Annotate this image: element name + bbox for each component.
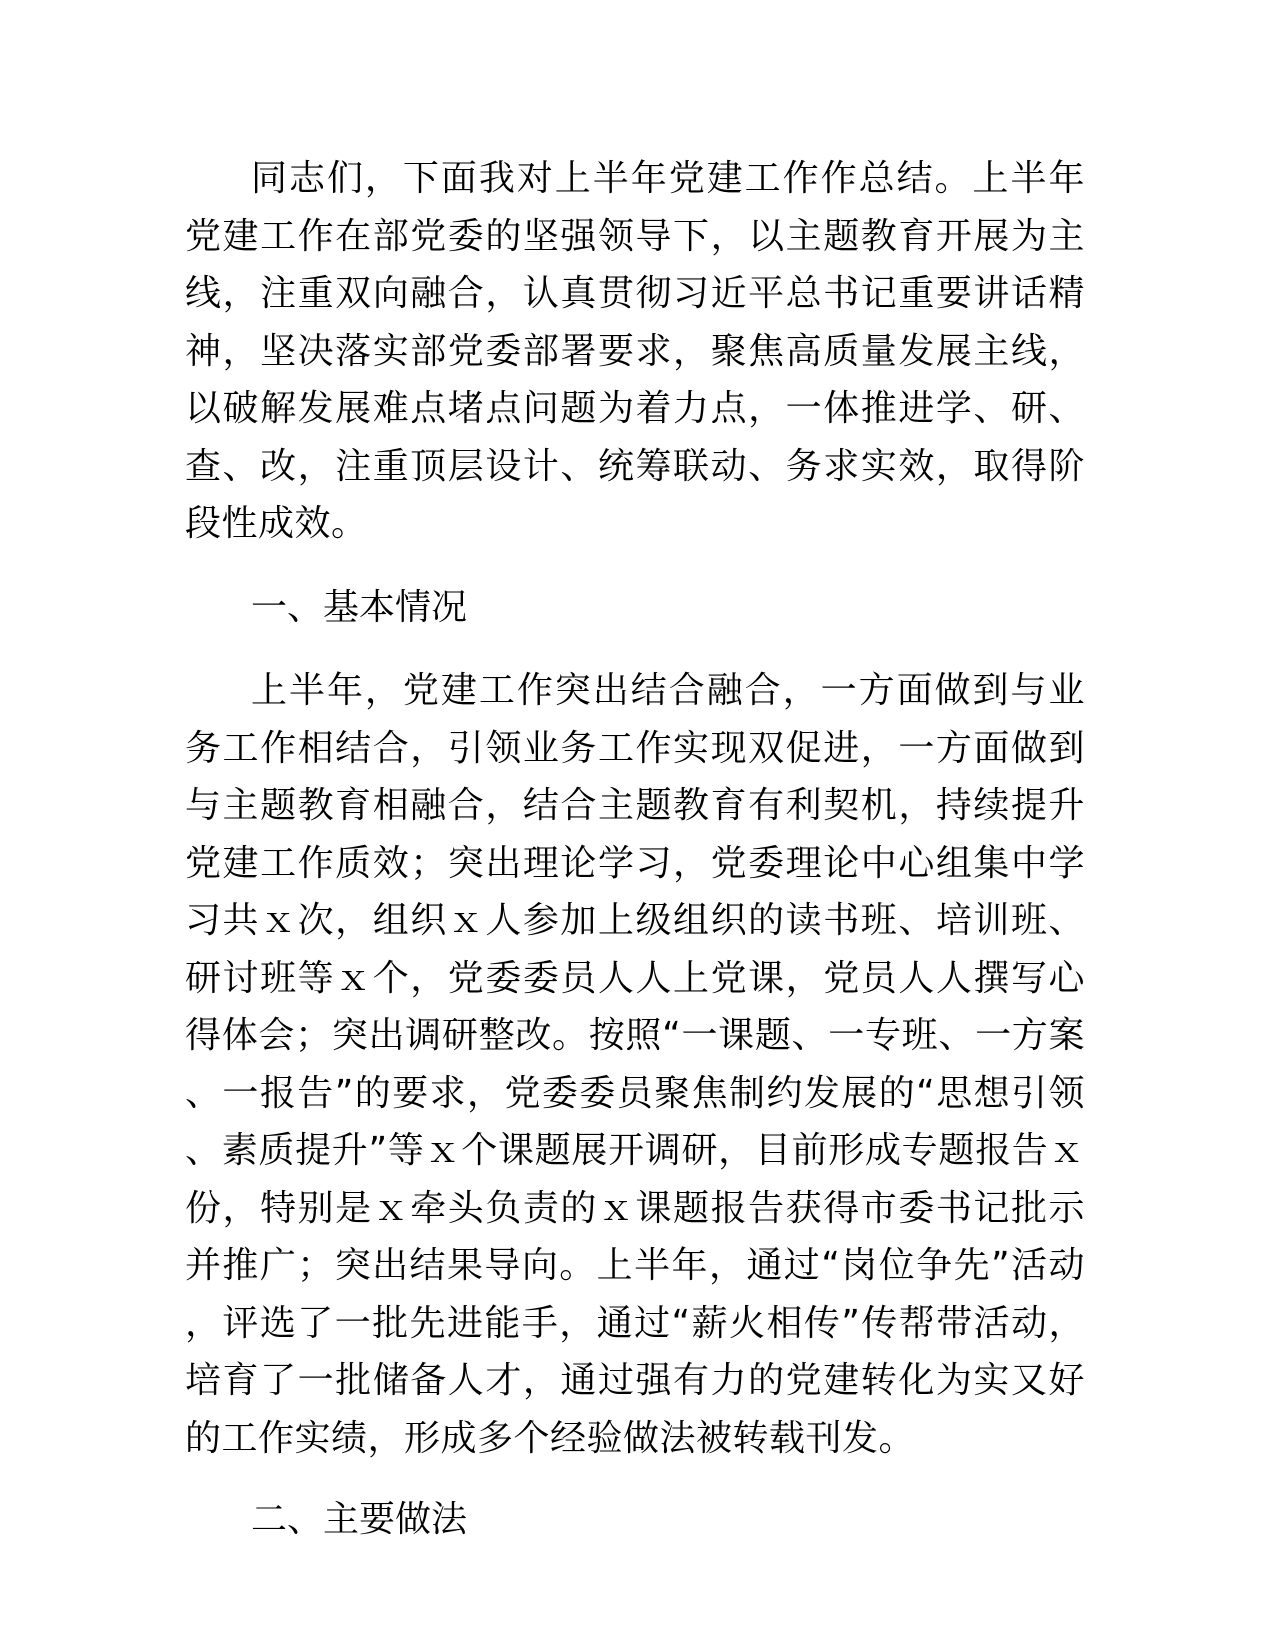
section-heading-basic-situation: 一、基本情况 (251, 586, 468, 628)
intro-paragraph: 同志们，下面我对上半年党建工作作总结。上半年党建工作在部党委的坚强领导下，以主题教育开展为主线，注重双向融合，认真贯彻习近平总书记重要讲话精神，坚决落实部党委部署要求，聚焦高质量发展主线，以破解发展难点堵点问题为着力点，一体推进学、研、查、改，注重顶层设计、统筹联动、务求实效，取得阶段性成效。 (185, 158, 1085, 544)
section-heading-main-practices: 二、主要做法 (251, 1499, 468, 1540)
basic-situation-paragraph: 上半年，党建工作突出结合融合，一方面做到与业务工作相结合，引领业务工作实现双促进，一方面做到与主题教育相融合，结合主题教育有利契机，持续提升党建工作质效；突出理论学习，党委理论中心组集中学习共ｘ次，组织ｘ人参加上级组织的读书班、培训班、研讨班等ｘ个，党委委员人人上党课，党员人人撰写心得体会；突出调研整改。按照“一课题、一专班、一方案、一报告”的要求，党委委员聚焦制约发展的“思想引领、素质提升”等ｘ个课题展开调研，目前形成专题报告ｘ份，特别是ｘ牵头负责的ｘ课题报告获得市委书记批示并推广；突出结果导向。上半年，通过“岗位争先”活动，评选了一批先进能手，通过“薪火相传”传帮带活动，培育了一批储备人才，通过强有力的党建转化为实又好的工作实绩，形成多个经验做法被转载刊发。 (185, 670, 1085, 1459)
document-body (185, 150, 1085, 1549)
